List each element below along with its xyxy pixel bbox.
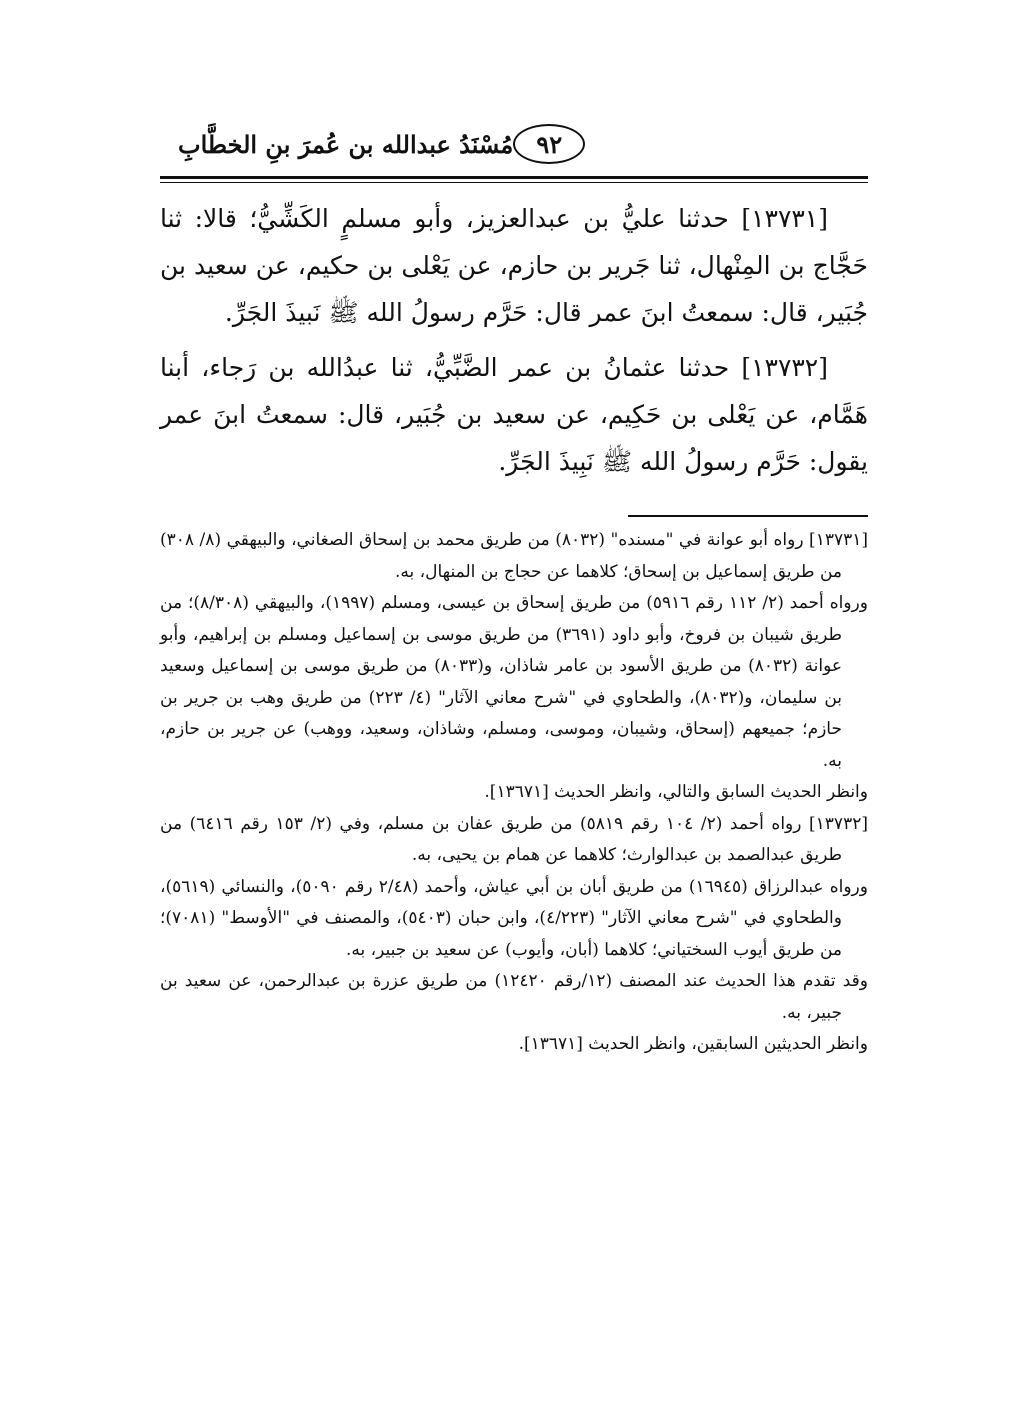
footnote-line: ورواه عبدالرزاق (١٦٩٤٥) من طريق أبان بن أبي عياش، وأحمد (٢/٤٨ رقم ٥٠٩٠)، والنسائي (٥٦١٩)، والطحاوي في "شرح معاني الآثار" (٤/٢٢٣)، وابن حبان (٥٤٠٣)، والمصنف في "الأوسط" (٧٠٨١)؛ من طريق أيوب السختياني؛ كلاهما (أبان، وأيوب) عن سعيد بن جبير، به. — [160, 876, 868, 960]
footnote-line: [١٣٧٣٢] رواه أحمد (٢/ ١٠٤ رقم ٥٨١٩) من طريق عفان بن مسلم، وفي (٢/ ١٥٣ رقم ٦٤١٦) من طريق عبدالصمد بن عبدالوارث؛ كلاهما عن همام بن يحيى، به. — [160, 813, 868, 865]
document-page — [160, 118, 868, 1061]
footnote-separator — [628, 515, 868, 517]
hadith-paragraph: [١٣٧٣٢] حدثنا عثمانُ بن عمر الضَّبِّيُّ، ثنا عبدُالله بن رَجاء، أبنا هَمَّام، عن يَعْلى بن حَكِيم، عن سعيد بن جُبَير، قال: سمعتُ ابنَ عمر يقول: حَرَّم رسولُ الله ﷺ نَبِيذَ الجَرِّ. — [160, 353, 868, 476]
footnote-line: [١٣٧٣١] رواه أبو عوانة في "مسنده" (٨٠٣٢) من طريق محمد بن إسحاق الصغاني، والبيهقي (٨/ ٣٠٨) من طريق إسماعيل بن إسحاق؛ كلاهما عن حجاج بن المنهال، به. — [160, 530, 868, 582]
header-rule — [160, 176, 868, 179]
main-text — [160, 195, 868, 485]
page-header — [160, 118, 868, 170]
footnote-block — [160, 809, 868, 1061]
hadith-paragraph: [١٣٧٣١] حدثنا عليُّ بن عبدالعزيز، وأبو مسلمٍ الكَشِّيُّ؛ قالا: ثنا حَجَّاج بن المِنْهال، ثنا جَرير بن حازم، عن يَعْلى بن حكيم، عن سعيد بن جُبَير، قال: سمعتُ ابنَ عمر قال: حَرَّم رسولُ الله ﷺ نَبيذَ الجَرِّ. — [160, 204, 868, 327]
running-title: مُسْنَدُ عبدالله بن عُمرَ بنِ الخطَّابِ — [178, 129, 514, 159]
footnote-line: وانظر الحديث السابق والتالي، وانظر الحديث [١٣٦٧١]. — [484, 782, 868, 802]
footnote-line: ورواه أحمد (٢/ ١١٢ رقم ٥٩١٦) من طريق إسحاق بن عيسى، ومسلم (١٩٩٧)، والبيهقي (٨/٣٠٨)؛ من طريق شيبان بن فروخ، وأبو داود (٣٦٩١) من طريق موسى بن إسماعيل ومسلم بن إبراهيم، وأبو عوانة (٨٠٣٢) من طريق الأسود بن عامر شاذان، و(٨٠٣٣) من طريق موسى بن إسماعيل وسعيد بن سليمان، و(٨٠٣٢)، والطحاوي في "شرح معاني الآثار" (٤/ ٢٢٣) من طريق وهب بن جرير بن حازم؛ جميعهم (إسحاق، وشيبان، وموسى، ومسلم، وشاذان، وسعيد، ووهب) عن جرير بن حازم، به. — [160, 593, 868, 771]
footnote-line: وقد تقدم هذا الحديث عند المصنف (١٢/رقم ١٢٤٢٠) من طريق عزرة بن عبدالرحمن، عن سعيد بن جبير، به. — [160, 971, 869, 1023]
page-number-text: ٩٢ — [536, 129, 563, 159]
header-rule-thin — [160, 182, 868, 183]
footnote-block — [160, 525, 868, 809]
page-number — [513, 124, 585, 164]
footnotes — [160, 525, 868, 1061]
footnote-line: وانظر الحديثين السابقين، وانظر الحديث [١٣٦٧١]. — [518, 1034, 868, 1054]
